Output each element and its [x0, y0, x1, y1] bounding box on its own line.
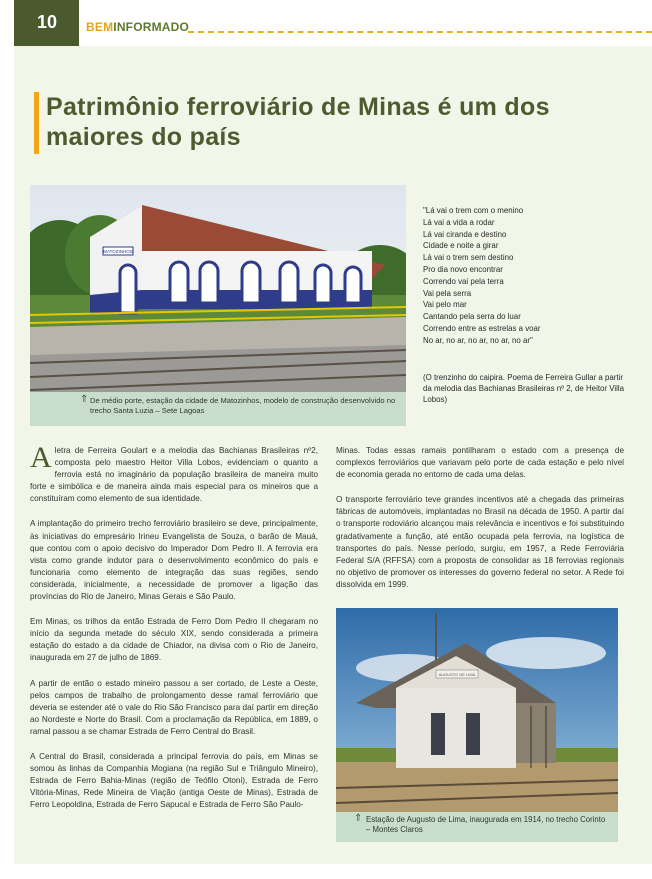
poem-line: Pro dia novo encontrar — [423, 264, 503, 274]
paragraph: Em Minas, os trilhos da então Estrada de Ferro Dom Pedro II chegaram no início da segunda metade do século XIX, sendo considerada a primeira estação do estado a da cidade de Chiador, na divisa com o Rio de Janeiro, inaugurada em 27 de julho de 1869. — [30, 617, 318, 663]
page-number-box — [14, 0, 79, 46]
station-sign-text: AUGUSTO DE LIMA — [438, 672, 476, 677]
magazine-brand — [86, 20, 189, 34]
paragraph: O transporte ferroviário teve grandes incentivos até a chegada das primeiras fábricas de automóveis, implantadas no Brasil na década de 1950. A partir daí o transporte rodoviário alcançou mais relevância e incentivos e foi substituindo gradativamente a função, até então ocupada pela ferrovia, na logística de transportes do país. Nesse período, surgiu, em 1957, a Rede Ferroviária Federal S/A (RFFSA) com a proposta de consolidar as 18 ferrovias regionais no objetivo de promover os interesses do governo federal no setor. A Rede foi dissolvida em 1999. — [336, 495, 624, 589]
poem-source: (O trenzinho do caipira. Poema de Ferreira Gullar a partir da melodia das Bachianas Brasileiras nº 2, de Heitor Villa Lobos) — [423, 373, 624, 404]
matozinhos-station-photo — [30, 185, 406, 392]
poem-line: "Lá vai o trem com o menino — [423, 206, 524, 215]
paragraph: A partir de então o estado mineiro passou a ser cortado, de Leste a Oeste, pelos campos de trabalho de prolongamento desse ramal ferroviário que deveria se estender até o vale do Rio São Francisco para daí partir em direção ao Nordeste e Norte do Brasil. Com a proclamação da República, em 1889, o ramal passou a se chamar Estrada de Ferro Central do Brasil. — [30, 678, 318, 736]
poem-block — [423, 205, 633, 347]
brand-part-2: INFORMADO — [113, 20, 190, 34]
poem-line: Correndo entre as estrelas a voar — [423, 323, 541, 333]
poem-line: Lá vai o trem sem destino — [423, 253, 514, 263]
title-accent-bar — [34, 92, 39, 154]
header-divider — [188, 31, 652, 33]
article-column-right — [336, 445, 624, 604]
paragraph — [30, 441, 318, 505]
figure1-caption-text: De médio porte, estação da cidade de Matozinhos, modelo de construção desenvolvido no trecho Santa Luzia – Sete Lagoas — [90, 396, 396, 415]
figure1-caption — [30, 392, 406, 426]
drop-cap: A — [30, 441, 52, 474]
poem-line: Lá vai a vida a rodar — [423, 217, 495, 227]
paragraph: Minas. Todas essas ramais pontilharam o estado com a presença de complexos ferroviários que variavam pelo porte de cada estação e pelo nível de economia gerada no entorno de cada uma delas. — [336, 446, 624, 480]
page-number: 10 — [37, 12, 58, 32]
poem-line: No ar, no ar, no ar, no ar, no ar" — [423, 335, 533, 345]
paragraph: A Central do Brasil, considerada a principal ferrovia do país, em Minas se somou às linhas da Companhia Mogiana (na região Sul e Triângulo Mineiro), Estrada de Ferro Bahia-Minas (região de Teófilo Otoni), Estrada de Ferro Vitória-Minas, Rede Mineira de Viação (antiga Oeste de Minas), Estrada de Ferro Leopoldina, Estrada de Ferro Sapucaí e Estrada de Ferro São Paulo- — [30, 751, 318, 810]
poem-line: Lá vai ciranda e destino — [423, 229, 507, 239]
caption-arrow-icon: ⇑ — [354, 813, 363, 824]
article-column-left — [30, 441, 318, 824]
figure2-caption-text: Estação de Augusto de Lima, inaugurada em 1914, no trecho Corinto – Montes Claros — [366, 815, 606, 834]
poem-line: Vai pela serra — [423, 288, 472, 298]
brand-part-1: BEM — [86, 20, 114, 34]
paragraph-text: letra de Ferreira Goulart e a melodia das Bachianas Brasileiras nº2, composta pelo maestro Heitor Villa Lobos, evidenciam o quanto a ferrovia está no imaginário da população brasileira de maneira muito forte e simbólica e de maneira ainda mais especial para os mineiros que a constituíram como elemento de sua identidade. — [30, 446, 318, 504]
poem-line: Cantando pela serra do luar — [423, 312, 521, 322]
augusto-de-lima-station-photo — [336, 608, 618, 812]
paragraph: A implantação do primeiro trecho ferroviário brasileiro se deve, principalmente, às iniciativas do empresário Irineu Evangelista de Souza, o barão de Mauá, que contou com o apoio decisivo do Imperador Dom Pedro II. A ferrovia era vista como grande indutor para o desenvolvimento econômico do país e funcionaria como elemento de integração das suas regiões, sendo considerada, inicialmente, a necessidade de promover a ligação das províncias do Rio de Janeiro, Minas Gerais e São Paulo. — [30, 519, 318, 602]
poem-line: Correndo vai pela terra — [423, 276, 504, 286]
station-sign-text: MATOZINHOS — [103, 249, 133, 254]
figure2-caption — [336, 812, 618, 842]
poem-line: Cidade e noite a girar — [423, 241, 499, 251]
article-title: Patrimônio ferroviário de Minas é um dos maiores do país — [46, 93, 550, 151]
caption-arrow-icon: ⇑ — [80, 394, 89, 405]
poem-line: Vai pelo mar — [423, 300, 467, 310]
